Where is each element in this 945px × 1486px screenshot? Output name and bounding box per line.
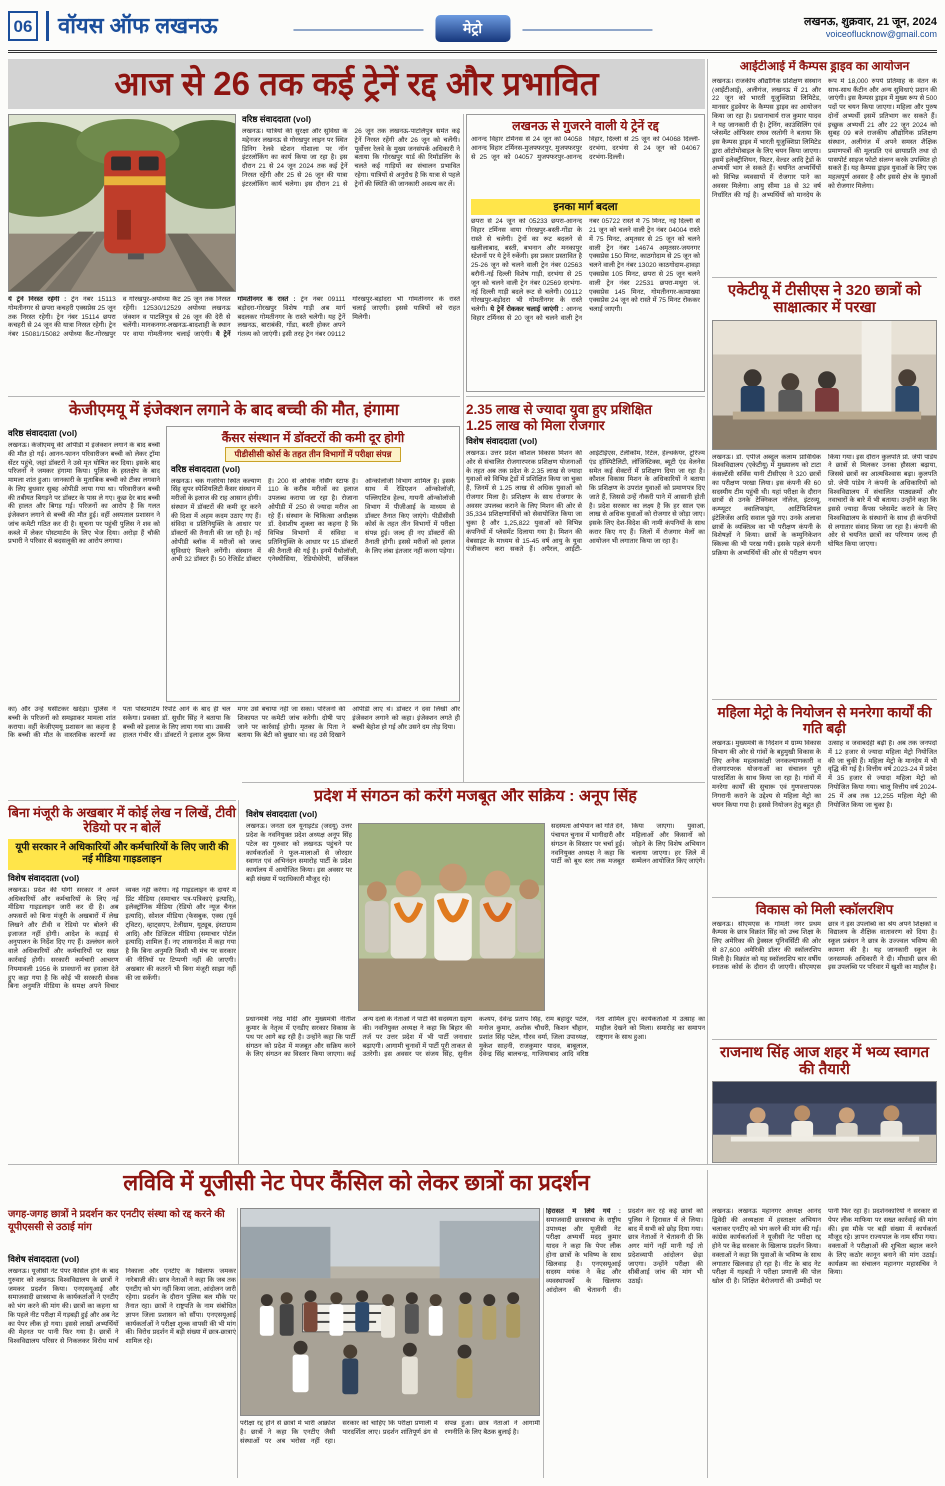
skill-byline: विशेष संवाददाता (vol) <box>466 436 538 447</box>
media-body: लखनऊ। प्रदेश की योगी सरकार ने अपने अधिकारियों और कर्मचारियों के लिए नई मीडिया गाइडलाइन जारी कर दी है। अब अफसरों को बिना मंजूरी के अखबारों में लेख लिखने और टीवी व रेडियो पर बोलने की इजाजत नहीं होगी। आदेश के कड़ाई से अनुपालन के निर्देश दिए गए हैं। उल्लंघन करने वाले अधिकारियों और कर्मचारियों पर सख्त कार्रवाई होगी। सरकारी कर्मचारी आचरण नियमावली 1956 के प्रावधानों का हवाला देते हुए कहा गया है कि कोई भी सरकारी सेवक बिना अनुमति मीडिया के समक्ष अपने विचार व्यक्त नहीं करेगा। नई गाइडलाइन के दायरे में प्रिंट मीडिया (समाचार पत्र-पत्रिकाएं इत्यादि), इलेक्ट्रॉनिक मीडिया (रेडियो और न्यूज चैनल इत्यादि), सोशल मीडिया (फेसबुक, एक्स (पूर्व ट्विटर), व्हाट्सएप, टेलीग्राम, यूट्यूब, इंस्टाग्राम आदि) और डिजिटल मीडिया (समाचार पोर्टल इत्यादि) शामिल हैं। नए शासनादेश में कहा गया है कि बिना अनुमति किसी भी मंच पर सरकार की नीतियों पर टिप्पणी नहीं की जाएगी। अखबार की कतरनें भी बिना मंजूरी साझा नहीं की जा सकेंगी। <box>8 886 236 991</box>
detained-lead-in: हिरासत में लिये गये : <box>546 1208 621 1215</box>
cancer-byline: वरिष्ठ संवाददाता (vol) <box>171 463 241 474</box>
lead-story-byline: वरिष्ठ संवाददाता (vol) <box>242 114 312 124</box>
masthead <box>8 6 937 53</box>
media-guideline-story <box>8 800 236 1164</box>
media-kicker: यूपी सरकार ने अधिकारियों और कर्मचारियों के लिए जारी की नई मीडिया गाइडलाइन <box>8 839 236 870</box>
jdu-body-right: सदस्यता अभियान को गति देने, पंचायत चुनाव में भागीदारी और संगठन के विस्तार पर चर्चा हुई। नवनियुक्त अध्यक्ष ने कहा कि पार्टी को बूथ स्तर तक मजबूत किया जाएगा। युवाओं, महिलाओं और किसानों को जोड़ने के लिए विशेष अभियान चलाया जाएगा। हर जिले में सम्मेलन आयोजित किए जाएंगे। <box>551 823 705 866</box>
tcs-body: लखनऊ। डॉ. एपीजे अब्दुल कलाम प्राविधिक विश्वविद्यालय (एकेटीयू) में मुख्यालय को टाटा कंसल्टेंसी सर्विस यानी टीसीएस ने 320 छात्रों का परीक्षण परखा लिया। इस कंपनी की 60 सदस्यीय टीम पहुंची थी। यहां परीक्षा के दौरान छात्रों से उनके टेक्निकल नॉलेज, इंटरव्यू, कम्प्यूटर क्वालिफाइंग, आर्टिफिशियल इंटेलिजेंस आदि सवाल पूछे गए। उनके अलावा छात्रों के व्यक्तित्व का भी परीक्षण कंपनी के विशेषज्ञों ने किया। छात्रों के कम्युनिकेशन स्किल्स की भी परख गयी। इसके पहले कंपनी प्रक्रिया के अभ्यर्थियों की ओर से परीक्षण चयन किया गया। इस दौरान कुलपति प्रो. जेपी पांडेय ने छात्रों से मिलकर उनका हौसला बढ़ाया, जिससे छात्रों का आत्मविश्वास बढ़ा। कुलपति प्रो. जेपी पांडेय ने कंपनी के अधिकारियों को विश्वविद्यालय में संचालित पाठ्यक्रमों और नवाचारों के बारे में भी बताया। उन्होंने कहा कि इससे ज्यादा कैंपस प्लेसमेंट कराने के लिए विश्वविद्यालय के संस्थानों के साथ ही कंपनियों से लगातार संवाद किया जा रहा है। कंपनी की ओर से चयनित छात्रों का परिणाम जल्द ही घोषित किया जाएगा। <box>712 453 937 557</box>
section-divider <box>8 1164 937 1165</box>
iti-campus-drive-story <box>712 60 937 278</box>
train-photo-illustration <box>9 115 235 291</box>
route-change-text: छपरा से 24 जून को 05233 छपरा-आनन्द विहार टर्मिनस वाया गोरखपुर-बस्ती-गोंडा के रास्ते से चलेगी। ट्रेनों का रूट बदलने से खलीलाबाद, बस्ती, बभनान और मनकापुर स्टेशनों पर ये ट्रेनें रुकेंगी। इस प्रकार प्रस्तावित है 25-26 जून को चलने वाली ट्रेन नंबर 02563 बरौनी-नई दिल्ली विशेष गाड़ी, दरभंगा से 25 जून को चलने वाली ट्रेन नंबर 02569 दरभंगा-नई दिल्ली गाड़ी बदले रूट से चलेगी। 09112 गोरखपुर-बड़ोदरा भी गोमतीनगर के रास्ते चलेगी। <box>471 218 582 314</box>
rajnath-photo-illustration <box>713 1082 936 1162</box>
protest-headline: लविवि में यूजीसी नेट पेपर कैंसिल को लेकर छात्रों का प्रदर्शन <box>123 1170 590 1195</box>
cancelled-trains-headline: लखनऊ से गुजरने वाली ये ट्रेनें रद्द <box>512 119 659 133</box>
tcs-interview-photo <box>712 320 937 450</box>
iti-body: लखनऊ। राजकीय औद्योगिक प्रशिक्षण संस्थान (आईटीआई), अलीगंज, लखनऊ में 21 और 22 जून को भारती यूजुक्शिप्रा लिमिटेड, मानसर हुडवेयर के कैम्पस ड्राइव का आयोजन किया जा रहा है। प्रधानाचार्य राज कुमार यादव ने यह जानकारी दी है। ट्रेनिंग, काउंसिलिंग एवं प्लेसमेंट ऑफिसर राघव रस्तोगी ने बताया कि इस कैम्पस ड्राइव में भारती यूजुक्शिप्रा लिमिटेड द्वारा ऑटोमोबाइल के लिए चयन किया जाएगा। इसमें इलेक्ट्रीशियन, फिटर, वेल्डर आदि ट्रेडों के अभ्यर्थी भाग ले सकते हैं। चयनित अभ्यर्थियों को विभिन्न व्यवसायों में रोजगार पाने का अवसर मिलेगा। आयु सीमा 18 से 32 वर्ष निर्धारित की गई है। अभ्यर्थियों को मानदेय के रूप में 18,000 रुपये प्रतिमाह के वेतन के साथ-साथ कैंटीन और अन्य सुविधाएं प्रदान की जाएंगी। इस कैम्पस ड्राइव में मुख्य रूप से 500 पदों पर चयन किया जाएगा। महिला और पुरुष दोनों अभ्यर्थी इसमें प्रतिभाग कर सकते हैं। इच्छुक अभ्यर्थी 21 और 22 जून 2024 को सुबह 09 बजे राजकीय औद्योगिक प्रशिक्षण संस्थान, अलीगंज में अपने समस्त शैक्षिक प्रमाणपत्रों की मूलप्रति एवं छायाप्रति तथा दो पासपोर्ट साइज फोटो संलग्न करके उपस्थित हो सकते हैं। यह कैम्पस ड्राइव युवाओं के लिए एक महत्वपूर्ण अवसर है और इससे क्षेत्र के युवाओं को रोजगार मिलेगा। <box>712 77 937 199</box>
kgmu-story-continuation: का) और उन्हें घसीटकर खदेड़ा। पुलिस ने बच्ची के परिजनों को समझाकर मामला शांत कराया। वहीं केजीएमयू प्रशासन का कहना है कि बच्ची की मौत के वास्तविक कारणों का पता पोस्टमार्टम रिपोर्ट आने के बाद ही चल सकेगा। प्रवक्ता डॉ. सुधीर सिंह ने बताया कि बच्ची को इलाज के लिए लाया गया था। उसकी हालत गंभीर थी। डॉक्टरों ने इलाज शुरू किया मगर उसे बचाया नहीं जा सका। परिजनों की शिकायत पर कमेटी जांच करेगी। दोषी पाए जाने पर कार्रवाई होगी। मृतका के पिता ने बताया कि बेटी को बुखार था। वह उसे दिखाने ओपीडी लाए थे। डॉक्टर ने दवा लिखी और इंजेक्शन लगाने को कहा। इंजेक्शन लगते ही बच्ची बेहोश हो गई और उसने दम तोड़ दिया। <box>8 706 460 740</box>
jdu-photo-illustration <box>359 824 544 1010</box>
section-badge: मेट्रो <box>435 15 510 42</box>
scholarship-story <box>712 902 937 1040</box>
via-gomtinagar-lead-in: ये ट्रेनें गोमतीनगर के रास्ते : <box>215 296 296 339</box>
scholarship-body: लखनऊ। सीएमएस के गोमती नगर प्रथम कैम्पस के छात्र विक्रांत सिंह को उच्च शिक्षा के लिए अमेरिका की ड्रेक्सल यूनिवर्सिटी की ओर से 87,600 अमेरिकी डॉलर की स्कॉलरशिप मिली है। विक्रांत को यह स्कॉलरशिप चार वर्षीय स्नातक कोर्स के दौरान दी जाएगी। सीएमएस छात्र ने इस उपलब्धि का श्रेय अपने शिक्षकों व विद्यालय के शैक्षिक वातावरण को दिया है। स्कूल प्रबंधन ने छात्र के उज्ज्वल भविष्य की कामना की है। यह जानकारी स्कूल के जनसम्पर्क अधिकारी ने दी। मीधावी छात्र की इस उपलब्धि पर परिवार में खुशी का माहौल है। <box>712 920 937 972</box>
media-byline: विशेष संवाददाता (vol) <box>8 872 80 883</box>
page-number: 06 <box>8 11 38 41</box>
kgmu-byline: वरिष्ठ संवाददाता (vol) <box>8 428 78 438</box>
column-rule <box>238 800 239 1164</box>
held-trains-text: आनन्द विहार टर्मिनस से 20 जून को चलने वाली ट्रेन नंबर 05722 रास्ते में 75 मिनट, नई दिल्ली से 21 जून को चलने वाली ट्रेन नंबर 04004 रास्ते में 75 मिनट, अमृतसर से 25 जून को चलने वाली ट्रेन नंबर 14674 अमृतसर-जयनगर एक्सप्रेस 150 मिनट, काठगोदाम से 25 जून को चलने वाली ट्रेन नंबर 13020 काठगोदाम-हावड़ा एक्सप्रेस 105 मिनट, छपरा से 25 जून चलने वाली ट्रेन नंबर 22531 छपरा-मथुरा जं. एक्सप्रेस 145 मिनट, गोमतीनगर-कामाख्या एक्सप्रेस 24 जून को रास्ते में 75 मिनट रोककर चलाई जाएगी। <box>471 218 700 322</box>
route-change-body <box>471 218 700 382</box>
train-photo <box>8 114 236 292</box>
rajnath-meeting-photo <box>712 1081 937 1163</box>
tcs-photo-illustration <box>713 321 936 449</box>
column-rule <box>463 114 464 782</box>
lead-headline: आज से 26 तक कई ट्रेनें रद्द और प्रभावित <box>8 59 705 109</box>
cancelled-trains-lead-in: ये ट्रेनें निरस्त रहेंगी : <box>8 296 67 303</box>
dateline-block <box>804 14 937 39</box>
lead-story-continuation <box>8 296 460 392</box>
kgmu-story-column <box>8 428 160 702</box>
cancer-kicker: पीडीसीसी कोर्स के तहत तीन विभागों में परीक्षा संपन्न <box>225 447 401 461</box>
kgmu-headline: केजीएमयू में इंजेक्शन लगाने के बाद बच्ची की मौत, हंगामा <box>8 396 460 424</box>
mahila-metro-body: लखनऊ। मुख्यमंत्री के निर्देशन में ग्राम्य विकास विभाग की ओर से गांवों के बहुमुखी विकास के लिए अनेक महत्वाकांक्षी जनकल्याणकारी व रोजगारपरक योजनाओं का संचालन पूरी पारदर्शिता के साथ किया जा रहा है। गांवों में मनरेगा कार्यों की सुचारू एवं गुणवत्तापरक निगरानी कराने के उद्देश्य से महिला मेट्रो का चयन किया गया है। इससे नियोजन हेतु बहुत ही उत्साह व जवाबदेही बढ़ी है। अब तक जनपदों में 12 हजार से ज्यादा महिला मेट्रो नियोजित की जा चुकी हैं। महिला मेट्रो के मानदेय में भी वृद्धि की गई है। वित्तीय वर्ष 2023-24 में प्रदेश में 35 हजार से ज्यादा महिला मेट्रो को नियोजित किया गया। चालू वित्तीय वर्ष 2024-25 में अब तक 12,255 महिला मेट्रो की नियोजित किया जा चुका है। <box>712 740 937 809</box>
via-gomtinagar-text: ट्रेन नंबर 09111 बड़ोदरा-गोरखपुर विशेष गाड़ी अब मार्ग बदलकर गोमतीनगर के रास्ते चलेगी। यह ट्रेनें लखनऊ, बाराबंकी, गोंडा, बस्ती होकर अपने गंतव्य को जाएंगी। इसी तरह ट्रेन नंबर 09112 गोरखपुर-बड़ोदरा भी गोमतीनगर के रास्ते चलाई जाएगी। इससे यात्रियों को राहत मिलेगी। <box>237 296 460 339</box>
tcs-headline: एकेटीयू में टीसीएस ने 320 छात्रों को साक्षात्कार में परखा <box>727 282 922 317</box>
jdu-body-bottom: प्रधानमंत्री नरेंद्र मोदी और मुख्यमंत्री नीतीश कुमार के नेतृत्व में एनडीए सरकार विकास के पथ पर आगे बढ़ रही है। उन्होंने कहा कि पार्टी संगठन को प्रदेश में मजबूत और सक्रिय करने के लिए संगठन का विस्तार किया जाएगा। कई अन्य दलों के नेताओं ने पार्टी की सदस्यता ग्रहण की। नवनियुक्त अध्यक्ष ने कहा कि बिहार की तर्ज पर उत्तर प्रदेश में भी पार्टी जनाधार बढ़ाएगी। आगामी चुनावों में पार्टी पूरी ताकत से उतरेगी। इस अवसर पर संजय सिंह, सुनील कश्यप, देवेन्द्र प्रताप सिंह, राम बहादुर पटेल, मनोज कुमार, अशोक चौधरी, किशन चौहान, प्रशांत सिंह पटेल, गौरव वर्मा, जिला उपाध्यक्ष, मुकेश साहनी, राजकुमार यादव, बाबूलाल, देवेन्द्र सिंह बालचन्द्र, गाजियाबाद आदि वरिष्ठ नेता शामिल हुए। कार्यकर्ताओं में उत्साह का माहौल देखने को मिला। समारोह का समापन राष्ट्रगान के साथ हुआ। <box>246 1016 705 1059</box>
skill-mission-story <box>466 396 705 782</box>
held-trains-lead-in: ये ट्रेनें रोककर चलाई जाएंगी : <box>490 306 564 314</box>
cancer-headline: कैंसर संस्थान में डॉक्टरों की कमी दूर होगी <box>221 431 405 445</box>
protest-body-right: लखनऊ। लखनऊ महानगर अध्यक्ष आनंद द्विवेदी की अध्यक्षता में हस्ताक्षर अभियान चलाकर एनटीए को भंग करने की मांग की गई। कांग्रेस कार्यकर्ताओं ने यूजीसी नेट परीक्षा रद्द होने पर केंद्र सरकार के खिलाफ प्रदर्शन किया। वक्ताओं ने कहा कि युवाओं के भविष्य के साथ लगातार खिलवाड़ हो रहा है। नीट के बाद नेट परीक्षा में गड़बड़ी ने परीक्षा प्रणाली की पोल खोल दी है। शिक्षित बेरोजगारों की उम्मीदों पर पानी फिर रहा है। प्रदर्शनकारियों ने सरकार से पेपर लीक माफिया पर सख्त कार्रवाई की मांग की। इस मौके पर बड़ी संख्या में कार्यकर्ता मौजूद रहे। ज्ञापन राज्यपाल के नाम सौंपा गया। वक्ताओं ने परीक्षाओं की शुचिता बहाल करने के लिए कठोर कानून बनाने की मांग उठाई। कार्यक्रम का संचालन महानगर महासचिव ने किया। <box>712 1208 937 1286</box>
iti-headline: आईटीआई में कैम्पस ड्राइव का आयोजन <box>739 60 910 73</box>
protest-photo-illustration <box>241 1209 539 1415</box>
anup-singh-welcome-photo <box>358 823 545 1011</box>
media-headline: बिना मंजूरी के अखबार में कोई लेख न लिखें, टीवी रेडियो पर न बोलें <box>8 805 236 835</box>
tcs-interview-story <box>712 282 937 700</box>
column-rule <box>707 1170 708 1478</box>
column-rule <box>543 1208 544 1478</box>
protest-detained-column <box>546 1208 703 1478</box>
paper-name: वॉयस ऑफ लखनऊ <box>46 11 218 41</box>
jdu-headline: प्रदेश में संगठन को करेंगे मजबूत और सक्रिय : अनूप सिंह <box>314 788 637 805</box>
skill-body: लखनऊ। उत्तर प्रदेश कौशल विकास मिशन की ओर से संचालित रोजगारपरक प्रशिक्षण योजनाओं के तहत अब तक प्रदेश के 2.35 लाख से ज्यादा युवाओं को विभिन्न ट्रेडों में प्रशिक्षित किया जा चुका है, जिनमें से 1.25 लाख से अधिक युवाओं को रोजगार मिला है। प्रशिक्षण के साथ रोजगार के अवसर उपलब्ध कराने के लिए मिशन की ओर से 35,334 प्रशिक्षणार्थियों को सेवायोजित किया जा चुका है और 1,25,822 युवाओं को विभिन्न कंपनियों में प्लेसमेंट दिलाया गया है। मिशन की वेबसाइट के माध्यम से 15-45 वर्ष आयु के युवा पंजीकरण करा सकते हैं। अपैरल, आईटी-आईटीईएस, टेलीकॉम, रिटेल, हेल्थकेयर, टूरिज्म एंड हॉस्पिटैलिटी, लॉजिस्टिक्स, ब्यूटी एंड वेलनेस समेत कई सेक्टरों में प्रशिक्षण दिया जा रहा है। कौशल विकास मिशन के अधिकारियों ने बताया कि प्रशिक्षण के उपरांत युवाओं को प्रमाणपत्र दिए जाते हैं, जिससे उन्हें नौकरी पाने में आसानी होती है। प्रदेश सरकार का लक्ष्य है कि हर साल एक लाख से अधिक युवाओं को रोजगार से जोड़ा जाए। इसके लिए देश-विदेश की नामी कंपनियों के साथ करार किए गए हैं। जिलों में रोजगार मेलों का आयोजन भी लगातार किया जा रहा है। <box>466 450 705 554</box>
cancelled-trains-body: आनन्द विहार टर्मिनस से 24 जून को 04058 आनन्द विहार टर्मिनस-मुजफ्फरपुर, मुजफ्फरपुर से 25 जून को 04057 मुजफ्फरपुर-आनन्द विहार, दिल्ली से 25 जून को 04068 दिल्ली-दरभंगा, दरभंगा से 24 जून को 04067 दरभंगा-दिल्ली। <box>471 136 700 161</box>
protest-byline: विशेष संवाददाता (vol) <box>8 1254 80 1264</box>
email-link[interactable]: voiceoflucknow@gmail.com <box>825 29 937 39</box>
cancer-body: लखनऊ। चक गंजरिया स्थित कल्याण सिंह सुपर स्पेशियलिटी कैंसर संस्थान में मरीजों के इलाज की राह आसान होगी। संस्थान में डॉक्टरों की कमी दूर करने की दिशा में अहम कदम उठाए गए हैं। संविदा व प्रतिनियुक्ति के आधार पर डॉक्टरों की तैनाती की जा रही है। नई ओपीडी ब्लॉक में मरीजों को जल्द सुविधाएं मिलने लगेंगी। संस्थान में अभी 32 डॉक्टर हैं। 50 रेजिडेंट डॉक्टर हैं। 200 से अधिक नर्सिंग स्टाफ है। 110 के करीब मरीजों का इलाज उपलब्ध कराया जा रहा है। रोजाना ओपीडी में 250 से ज्यादा मरीज आ रहे हैं। संस्थान के चिकित्सा अधीक्षक डॉ. देवाशीष शुक्ला का कहना है कि विभिन्न विभागों में संविदा व प्रतिनियुक्ति के आधार पर 15 डॉक्टरों की तैनाती की गई है। इनमें पैथोलॉजी, एनेस्थीसिया, रेडियोथेरेपी, सर्जिकल ऑन्कोलॉजी विभाग शामिल हैं। इसके साथ में रेडिएशन ऑन्कोलॉजी, पल्लिएटिव हेल्थ, गायनी ऑन्कोलॉजी विभाग में पीजीआई के माध्यम से डॉक्टर तैनात किए जाएंगे। पीडीसीसी कोर्स के तहत तीन विभागों में परीक्षा संपन्न हुई। जल्द ही नए डॉक्टरों की तैनाती होगी। इससे मरीजों को इलाज के लिए लंबा इंतजार नहीं करना पड़ेगा। <box>171 477 455 564</box>
scholarship-headline: विकास को मिली स्कॉलरशिप <box>755 902 894 917</box>
rajnath-story <box>712 1044 937 1162</box>
column-rule <box>237 1208 238 1478</box>
cancelled-trains-box <box>466 114 705 392</box>
kgmu-body: लखनऊ। केजीएमयू की ओपीडी में इंजेक्शन लगाने के बाद बच्ची की मौत हो गई। आनन-फानन परिवारीजन बच्ची को लेकर ट्रॉमा सेंटर पहुंचे, जहां डॉक्टरों ने उसे मृत घोषित कर दिया। इसके बाद परिजनों ने जमकर हंगामा किया। पुलिस के हस्तक्षेप के बाद मामला शांत हुआ। जानकारी के मुताबिक बच्ची को टीका लगवाने के लिए बुधवार सुबह ओपीडी लाया गया था। परिवारीजन बच्ची की तबीयत बिगड़ने पर डॉक्टर के पास ले गए। कुछ देर बाद बच्ची की हालत और बिगड़ गई। परिजनों का आरोप है कि गलत इंजेक्शन लगाने से बच्ची की मौत हुई। वहीं अस्पताल प्रशासन ने जांच कमेटी गठित कर दी है। सूचना पर पहुंची पुलिस ने शव को कब्जे में लेकर पोस्टमार्टम के लिए भेज दिया। अरोड़ा हैं चौकी प्रभारी ने परिवार से बदसलूकी का आरोप लगाया। <box>8 442 160 546</box>
protest-body-below-photo: परीक्षा रद्द होने से छात्रों में भारी आक्रोश है। छात्रों ने कहा कि एनटीए जैसी संस्थाओं पर अब भरोसा नहीं रहा। सरकार को चाहिए कि परीक्षा प्रणाली में पारदर्शिता लाए। प्रदर्शन शांतिपूर्ण ढंग से संपन्न हुआ। छात्र नेताओं ने आगामी रणनीति के लिए बैठक बुलाई है। <box>240 1420 540 1445</box>
lead-story-intro: लखनऊ। यात्रियों की सुरक्षा और सुविधा के मद्देनजर लखनऊ से गोरखपुर लाइन पर स्थित डिनिग रेलवे स्टेशन गोशाला पर नॉन इंटरलॉकिंग का कार्य किया जा रहा है। इस दौरान 21 से 24 जून 2024 तक कई ट्रेनें निरस्त रहेंगी और 25 से 26 जून की यात्रा इंटरलॉकिंग कार्य चलेगा। इस दौरान 21 से 26 जून तक लखनऊ-पाटलिपुत्र समेत कई ट्रेनें निरस्त रहेंगी और 26 जून को चलेंगी। पूर्वोत्तर रेलवे के मुख्य जनसंपर्क अधिकारी ने बताया कि गोरखपुर यार्ड की रिमॉडलिंग के चलते कई गाड़ियों का संचालन प्रभावित रहेगा। यात्रियों से अनुरोध है कि यात्रा से पहले ट्रेनों की स्थिति की जानकारी अवश्य कर लें। <box>242 128 460 188</box>
column-rule <box>707 59 708 1164</box>
cancer-institute-box <box>166 426 460 702</box>
mahila-metro-headline: महिला मेट्रो के नियोजन से मनरेगा कार्यों की गति बढ़ी <box>717 704 932 737</box>
cancelled-trains-text: ट्रेन नंबर 15113 गोमतीनगर से छपरा कचहरी एक्सप्रेस 25 जून तक निरस्त रहेगी। ट्रेन नंबर 15114 छपरा कचहरी से 24 जून की यात्रा निरस्त रहेगी। ट्रेन नंबर 15081/15082 अयोध्या कैंट-गोरखपुर व गोरखपुर-अयोध्या कैंट 25 जून तक निरस्त रहेंगी। 12530/12529 अयोध्या लखनऊ जंक्शन व पाटलिपुत्र से 26 जून की देरी से चलेंगी। मानकनगर-लखनऊ-बादशाही के स्थान पर वाया गोमतीनगर चलाई जाएंगी। <box>8 296 231 339</box>
protest-march-photo <box>240 1208 540 1416</box>
jdu-body-left: लखनऊ। जनता दल यूनाइटेड (जदयू) उत्तर प्रदेश के नवनियुक्त प्रदेश अध्यक्ष अनूप सिंह पटेल का गुरुवार को लखनऊ पहुंचने पर कार्यकर्ताओं ने फूल-मालाओं से जोरदार स्वागत एवं अभिनंदन समारोह पार्टी के प्रदेश कार्यालय में आयोजित किया। इस अवसर पर बड़ी संख्या में पदाधिकारी मौजूद रहे। <box>246 823 352 883</box>
jdu-anup-singh-story <box>242 782 705 1164</box>
protest-kicker: जगह-जगह छात्रों ने प्रदर्शन कर एनटीए संस्था को रद्द करने की यूपीएससी से उठाई मांग <box>8 1209 225 1233</box>
dateline: लखनऊ, शुक्रवार, 21 जून, 2024 <box>804 16 937 28</box>
route-change-subhead: इनका मार्ग बदला <box>471 199 700 215</box>
mahila-metro-story <box>712 704 937 898</box>
lead-story-column <box>242 114 460 292</box>
protest-body-left: लखनऊ। यूजीसी नेट पेपर कैंसिल होने के बाद गुरुवार को लखनऊ विश्वविद्यालय के छात्रों ने जमकर प्रदर्शन किया। एनएसयूआई और समाजवादी छात्रसभा के कार्यकर्ताओं ने एनटीए को भंग करने की मांग की। छात्रों का कहना था कि पहले नीट परीक्षा में गड़बड़ी हुई और अब नेट का पेपर लीक हो गया। इससे लाखों अभ्यर्थियों की मेहनत पर पानी फिर गया है। छात्रों ने विश्वविद्यालय परिसर से निकलकर विरोध मार्च निकाला और एनटीए के खिलाफ जमकर नारेबाजी की। छात्र नेताओं ने कहा कि जब तक एनटीए को भंग नहीं किया जाता, आंदोलन जारी रहेगा। प्रदर्शन के दौरान पुलिस बल मौके पर तैनात रहा। छात्रों ने राष्ट्रपति के नाम संबोधित ज्ञापन जिला प्रशासन को सौंपा। एनएसयूआई कार्यकर्ताओं ने परीक्षा शुल्क वापसी की भी मांग की। विरोध प्रदर्शन में बड़ी संख्या में छात्र-छात्राएं शामिल रहे। <box>8 1268 236 1346</box>
skill-headline-line1: 2.35 लाख से ज्यादा युवा हुए प्रशिक्षित <box>466 402 653 417</box>
jdu-byline: विशेष संवाददाता (vol) <box>246 809 318 820</box>
detained-text: समाजवादी छात्रसभा के राष्ट्रीय उपाध्यक्ष और यूजीसी नेट परीक्षा अभ्यर्थी मदद कुमार यादव ने कहा कि पेपर लीक होना छात्रों के भविष्य के साथ खिलवाड़ है। एनएसयूआई सदस्य मयंक ने केंद्र और व्यवस्थापकों के खिलाफ आंदोलन की चेतावनी दी। प्रदर्शन कर रहे कई छात्रों को पुलिस ने हिरासत में ले लिया। बाद में सभी को छोड़ दिया गया। छात्र नेताओं ने चेतावनी दी कि अगर मांगें नहीं मानी गईं तो प्रदेशव्यापी आंदोलन छेड़ा जाएगा। उन्होंने परीक्षा की सीबीआई जांच की मांग भी उठाई। <box>546 1208 703 1294</box>
skill-headline-line2: 1.25 लाख को मिला रोजगार <box>466 417 605 433</box>
jdu-middle-row <box>246 823 705 1011</box>
rajnath-headline: राजनाथ सिंह आज शहर में भव्य स्वागत की तैयारी <box>719 1044 930 1079</box>
